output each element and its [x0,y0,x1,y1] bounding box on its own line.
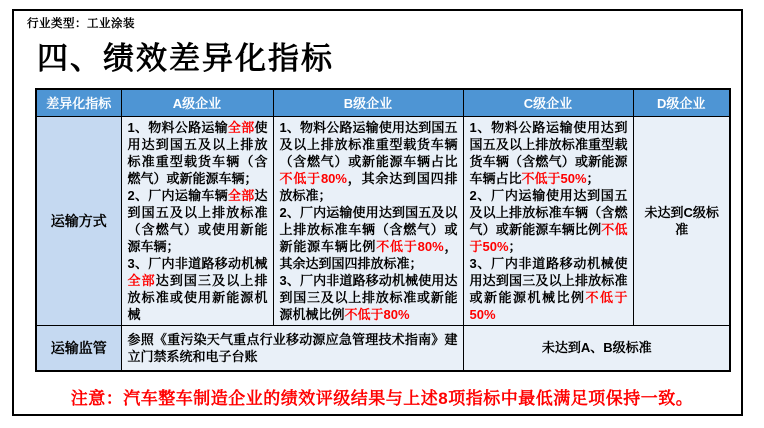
supervision-cd-cell: 未达到A、B级标准 [463,325,730,371]
transport-grade-b-cell: 1、物料公路运输使用达到国五及以上排放标准重型载货车辆（含燃气）或新能源车辆占比不低于80%，其余达到国四排放标准； 2、厂内运输使用达到国五及以上排放标准车辆（含燃气）或新能源车辆比例不低于80%，其余达到国四排放标准； 3、厂内非道路移动机械使用达到国三及以上排放标准或新能源机械比例不低于80% [273,116,463,325]
header-cell-grade-d: D级企业 [633,89,730,116]
row-label-transport-supervision: 运输监管 [36,325,121,371]
industry-type-label: 行业类型：工业涂装 [27,18,135,30]
transport-grade-a-cell: 1、物料公路运输全部使用达到国五及以上排放标准重型载货车辆（含燃气）或新能源车辆； 2、厂内运输车辆全部达到国五及以上排放标准（含燃气）或使用新能源车辆； 3、厂内非道路移动机械全部达到国三及以上排放标准或使用新能源机械 [121,116,273,325]
indicator-table [35,88,731,372]
note-text: 注意：汽车整车制造企业的绩效评级结果与上述8项指标中最低满足项保持一致。 [70,389,694,408]
header-cell-grade-c: C级企业 [463,89,633,116]
header-cell-grade-a: A级企业 [121,89,273,116]
header-cell-indicator: 差异化指标 [36,89,121,116]
row-label-transport-mode: 运输方式 [36,116,121,325]
table-header-row [36,89,730,116]
page-title: 四、绩效差异化指标 [37,41,334,76]
header-cell-grade-b: B级企业 [273,89,463,116]
table-row-transport-mode [36,116,730,325]
table-row-transport-supervision [36,325,730,371]
transport-grade-d-cell: 未达到C级标准 [633,116,730,325]
supervision-ab-cell: 参照《重污染天气重点行业移动源应急管理技术指南》建立门禁系统和电子台账 [121,325,463,371]
transport-grade-c-cell: 1、物料公路运输使用达到国五及以上排放标准重型载货车辆（含燃气）或新能源车辆占比不低于50%； 2、厂内运输使用达到国五及以上排放标准车辆（含燃气）或新能源车辆比例不低于50%； 3、厂内非道路移动机械使用达到国三及以上排放标准或新能源机械比例不低于50% [463,116,633,325]
